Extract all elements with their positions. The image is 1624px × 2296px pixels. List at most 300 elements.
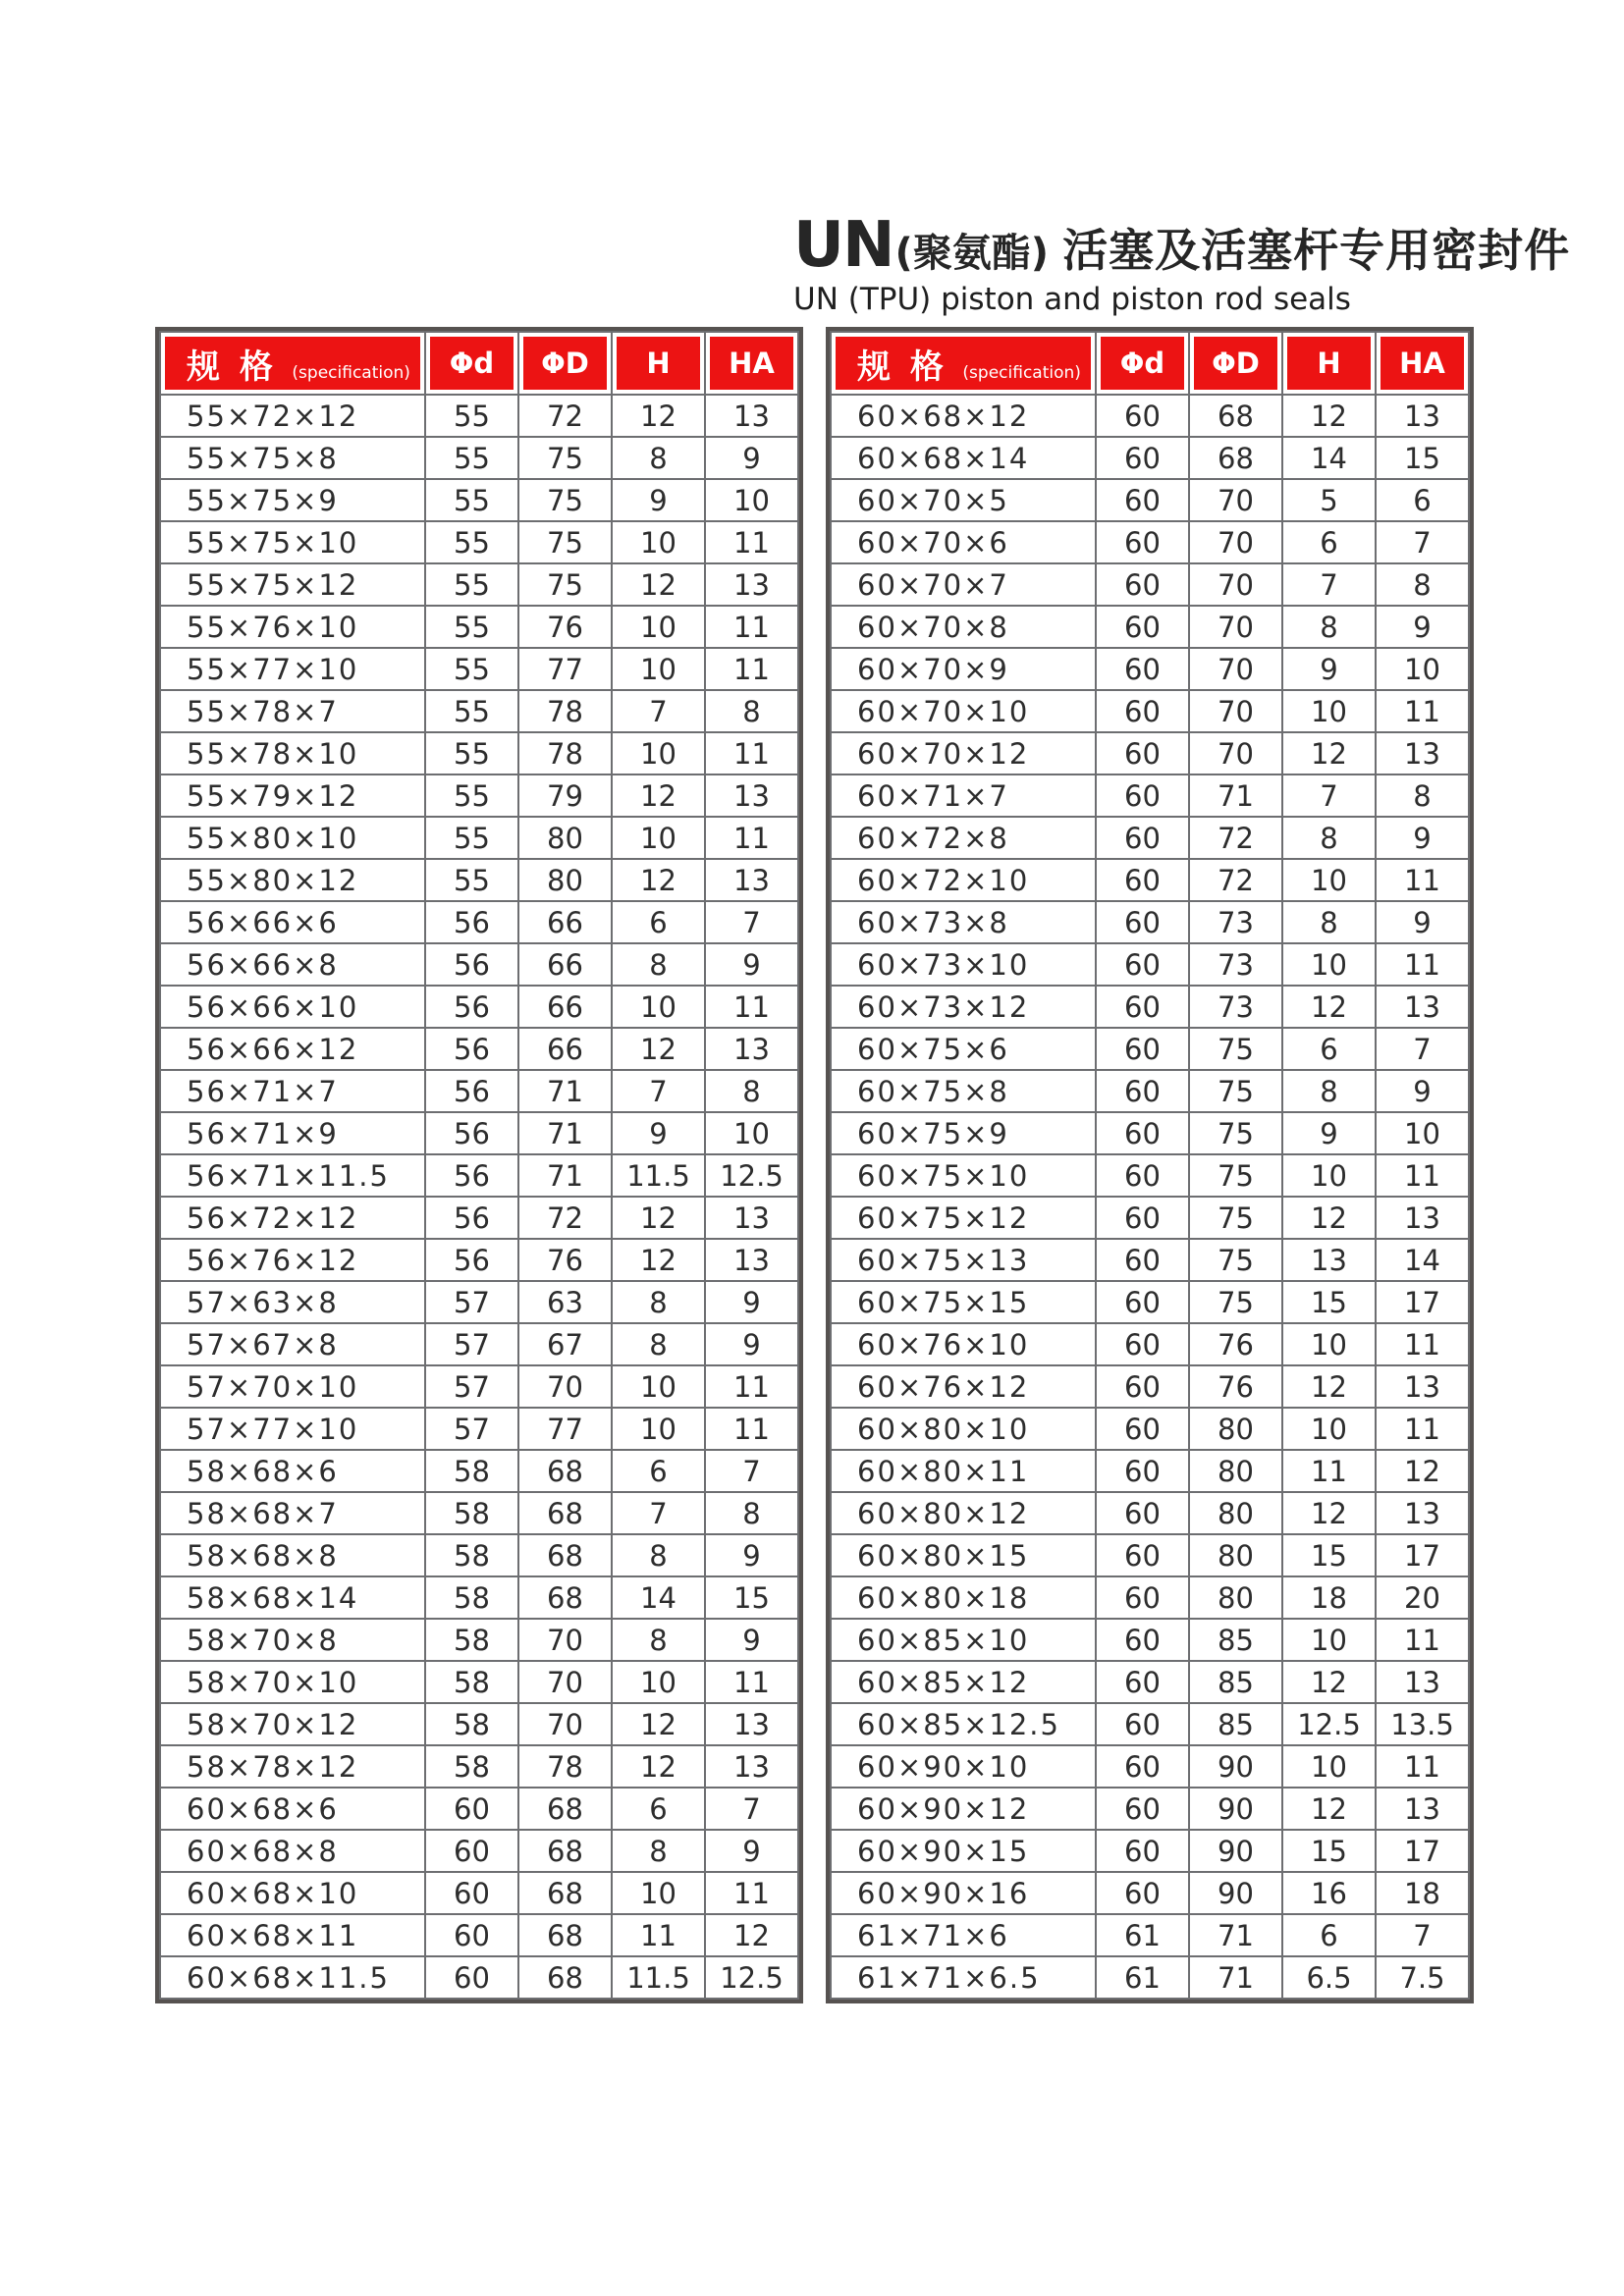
value-cell: 11 xyxy=(705,1408,798,1450)
spec-cell: 60×80×18 xyxy=(831,1576,1096,1619)
table-row xyxy=(160,1956,798,1999)
value-cell: 55 xyxy=(425,732,518,774)
value-cell: 68 xyxy=(518,1872,612,1914)
spec-cell: 56×66×6 xyxy=(160,901,425,943)
value-cell: 73 xyxy=(1189,901,1282,943)
value-cell: 18 xyxy=(1376,1872,1469,1914)
value-cell: 13 xyxy=(1376,395,1469,437)
spec-cell: 58×68×7 xyxy=(160,1492,425,1534)
table-row xyxy=(160,817,798,859)
value-cell: 15 xyxy=(1282,1830,1376,1872)
table-row xyxy=(831,859,1469,901)
table-row xyxy=(831,1281,1469,1323)
value-cell: 57 xyxy=(425,1408,518,1450)
table-row xyxy=(160,1070,798,1112)
value-cell: 8 xyxy=(612,1281,705,1323)
value-cell: 8 xyxy=(612,1830,705,1872)
table-row xyxy=(831,437,1469,479)
value-cell: 55 xyxy=(425,817,518,859)
value-cell: 13 xyxy=(1376,986,1469,1028)
value-cell: 9 xyxy=(705,1323,798,1365)
value-cell: 12 xyxy=(612,1703,705,1745)
value-cell: 90 xyxy=(1189,1872,1282,1914)
value-cell: 90 xyxy=(1189,1830,1282,1872)
value-cell: 10 xyxy=(1282,943,1376,986)
value-cell: 75 xyxy=(518,479,612,521)
spec-cell: 60×85×12 xyxy=(831,1661,1096,1703)
table-row xyxy=(160,1197,798,1239)
value-cell: 6 xyxy=(612,1788,705,1830)
spec-cell: 60×72×8 xyxy=(831,817,1096,859)
spec-cell: 60×75×6 xyxy=(831,1028,1096,1070)
value-cell: 12 xyxy=(1282,732,1376,774)
value-cell: 80 xyxy=(518,859,612,901)
spec-cell: 60×68×10 xyxy=(160,1872,425,1914)
table-row xyxy=(831,1070,1469,1112)
value-cell: 60 xyxy=(1096,395,1189,437)
value-cell: 70 xyxy=(1189,648,1282,690)
value-cell: 8 xyxy=(705,1492,798,1534)
value-cell: 60 xyxy=(1096,1830,1189,1872)
value-cell: 66 xyxy=(518,1028,612,1070)
value-cell: 12 xyxy=(612,774,705,817)
value-cell: 60 xyxy=(1096,1703,1189,1745)
spec-cell: 56×71×11.5 xyxy=(160,1154,425,1197)
table-row xyxy=(831,648,1469,690)
table-row xyxy=(160,943,798,986)
value-cell: 13 xyxy=(1282,1239,1376,1281)
spec-cell: 60×68×14 xyxy=(831,437,1096,479)
value-cell: 60 xyxy=(1096,1408,1189,1450)
value-cell: 10 xyxy=(1282,690,1376,732)
value-cell: 10 xyxy=(612,648,705,690)
value-cell: 9 xyxy=(705,1534,798,1576)
value-cell: 11 xyxy=(705,1365,798,1408)
spec-cell: 60×90×10 xyxy=(831,1745,1096,1788)
table-row xyxy=(831,1788,1469,1830)
value-cell: 8 xyxy=(1282,817,1376,859)
spec-cell: 60×68×12 xyxy=(831,395,1096,437)
spec-cell: 57×63×8 xyxy=(160,1281,425,1323)
value-cell: 10 xyxy=(612,817,705,859)
value-cell: 60 xyxy=(1096,1788,1189,1830)
col-header-d: Φd xyxy=(425,332,518,395)
table-row xyxy=(831,732,1469,774)
value-cell: 78 xyxy=(518,1745,612,1788)
value-cell: 85 xyxy=(1189,1703,1282,1745)
value-cell: 68 xyxy=(518,1492,612,1534)
table-row xyxy=(160,563,798,606)
table-row xyxy=(160,1112,798,1154)
spec-cell: 56×71×9 xyxy=(160,1112,425,1154)
spec-cell: 60×72×10 xyxy=(831,859,1096,901)
table-row xyxy=(160,1408,798,1450)
value-cell: 61 xyxy=(1096,1956,1189,1999)
table-row xyxy=(831,395,1469,437)
spec-cell: 55×77×10 xyxy=(160,648,425,690)
value-cell: 12 xyxy=(1282,1788,1376,1830)
table-row xyxy=(160,395,798,437)
value-cell: 60 xyxy=(1096,521,1189,563)
value-cell: 66 xyxy=(518,986,612,1028)
value-cell: 11 xyxy=(1282,1450,1376,1492)
value-cell: 10 xyxy=(612,606,705,648)
value-cell: 17 xyxy=(1376,1830,1469,1872)
value-cell: 70 xyxy=(1189,479,1282,521)
value-cell: 13 xyxy=(705,395,798,437)
value-cell: 75 xyxy=(1189,1112,1282,1154)
value-cell: 55 xyxy=(425,606,518,648)
spec-header xyxy=(160,332,425,395)
spec-table-left-wrap xyxy=(155,327,803,2003)
value-cell: 12 xyxy=(612,1745,705,1788)
value-cell: 57 xyxy=(425,1365,518,1408)
value-cell: 10 xyxy=(1282,859,1376,901)
value-cell: 79 xyxy=(518,774,612,817)
spec-cell: 56×66×10 xyxy=(160,986,425,1028)
value-cell: 11 xyxy=(705,1661,798,1703)
table-row xyxy=(160,986,798,1028)
table-row xyxy=(831,1576,1469,1619)
table-row xyxy=(160,1745,798,1788)
value-cell: 57 xyxy=(425,1281,518,1323)
spec-cell: 57×70×10 xyxy=(160,1365,425,1408)
value-cell: 9 xyxy=(612,1112,705,1154)
value-cell: 75 xyxy=(518,437,612,479)
value-cell: 11 xyxy=(1376,1745,1469,1788)
value-cell: 7 xyxy=(1282,563,1376,606)
value-cell: 13 xyxy=(705,1745,798,1788)
value-cell: 10 xyxy=(612,732,705,774)
spec-cell: 60×90×12 xyxy=(831,1788,1096,1830)
spec-cell: 56×71×7 xyxy=(160,1070,425,1112)
value-cell: 76 xyxy=(518,1239,612,1281)
value-cell: 8 xyxy=(1282,901,1376,943)
spec-cell: 57×77×10 xyxy=(160,1408,425,1450)
value-cell: 7 xyxy=(612,1070,705,1112)
table-row xyxy=(160,774,798,817)
spec-cell: 60×68×8 xyxy=(160,1830,425,1872)
value-cell: 6 xyxy=(1282,521,1376,563)
table-row xyxy=(831,986,1469,1028)
value-cell: 13 xyxy=(705,1028,798,1070)
spec-cell: 60×76×10 xyxy=(831,1323,1096,1365)
value-cell: 60 xyxy=(1096,1450,1189,1492)
value-cell: 60 xyxy=(1096,1239,1189,1281)
spec-cell: 55×80×10 xyxy=(160,817,425,859)
value-cell: 13 xyxy=(1376,732,1469,774)
table-row xyxy=(160,1154,798,1197)
value-cell: 11.5 xyxy=(612,1956,705,1999)
value-cell: 16 xyxy=(1282,1872,1376,1914)
value-cell: 60 xyxy=(425,1788,518,1830)
value-cell: 68 xyxy=(518,1576,612,1619)
value-cell: 8 xyxy=(1376,774,1469,817)
table-row xyxy=(160,1872,798,1914)
value-cell: 13.5 xyxy=(1376,1703,1469,1745)
value-cell: 12 xyxy=(1282,1661,1376,1703)
value-cell: 9 xyxy=(705,1281,798,1323)
table-row xyxy=(160,1534,798,1576)
col-header-d: Φd xyxy=(1096,332,1189,395)
spec-cell: 56×66×12 xyxy=(160,1028,425,1070)
table-row xyxy=(831,1028,1469,1070)
value-cell: 55 xyxy=(425,859,518,901)
header-row xyxy=(831,332,1469,395)
page-title xyxy=(793,209,1571,282)
table-row xyxy=(831,521,1469,563)
value-cell: 11 xyxy=(705,521,798,563)
value-cell: 9 xyxy=(1376,606,1469,648)
value-cell: 14 xyxy=(612,1576,705,1619)
spec-cell: 60×70×5 xyxy=(831,479,1096,521)
value-cell: 9 xyxy=(705,943,798,986)
value-cell: 80 xyxy=(518,817,612,859)
value-cell: 56 xyxy=(425,901,518,943)
table-row xyxy=(831,1323,1469,1365)
value-cell: 12 xyxy=(1282,1492,1376,1534)
value-cell: 7 xyxy=(705,1788,798,1830)
value-cell: 8 xyxy=(612,437,705,479)
value-cell: 61 xyxy=(1096,1914,1189,1956)
spec-cell: 56×66×8 xyxy=(160,943,425,986)
table-row xyxy=(831,1112,1469,1154)
table-row xyxy=(831,1872,1469,1914)
table-row xyxy=(160,606,798,648)
value-cell: 10 xyxy=(612,1872,705,1914)
value-cell: 70 xyxy=(518,1619,612,1661)
spec-cell: 55×78×10 xyxy=(160,732,425,774)
value-cell: 60 xyxy=(1096,1661,1189,1703)
table-row xyxy=(160,437,798,479)
spec-table-left xyxy=(159,331,799,2000)
spec-cell: 58×78×12 xyxy=(160,1745,425,1788)
value-cell: 12 xyxy=(1282,1197,1376,1239)
value-cell: 58 xyxy=(425,1661,518,1703)
value-cell: 60 xyxy=(1096,774,1189,817)
table-row xyxy=(160,521,798,563)
spec-cell: 60×85×10 xyxy=(831,1619,1096,1661)
spec-cell: 60×70×10 xyxy=(831,690,1096,732)
value-cell: 68 xyxy=(518,1534,612,1576)
value-cell: 75 xyxy=(518,563,612,606)
spec-header xyxy=(831,332,1096,395)
value-cell: 8 xyxy=(705,1070,798,1112)
value-cell: 7 xyxy=(1376,1914,1469,1956)
value-cell: 9 xyxy=(1376,901,1469,943)
spec-header-en: (specification) xyxy=(962,362,1081,383)
col-header-H: H xyxy=(1282,332,1376,395)
value-cell: 6 xyxy=(612,1450,705,1492)
value-cell: 70 xyxy=(1189,563,1282,606)
spec-cell: 55×72×12 xyxy=(160,395,425,437)
value-cell: 7 xyxy=(1376,1028,1469,1070)
value-cell: 20 xyxy=(1376,1576,1469,1619)
value-cell: 66 xyxy=(518,901,612,943)
value-cell: 71 xyxy=(1189,1956,1282,1999)
value-cell: 14 xyxy=(1282,437,1376,479)
spec-cell: 55×78×7 xyxy=(160,690,425,732)
value-cell: 70 xyxy=(518,1703,612,1745)
spec-cell: 58×70×10 xyxy=(160,1661,425,1703)
spec-table-right xyxy=(830,331,1470,2000)
value-cell: 60 xyxy=(1096,1534,1189,1576)
value-cell: 9 xyxy=(1282,648,1376,690)
value-cell: 6.5 xyxy=(1282,1956,1376,1999)
value-cell: 71 xyxy=(518,1112,612,1154)
value-cell: 10 xyxy=(1282,1745,1376,1788)
spec-cell: 56×72×12 xyxy=(160,1197,425,1239)
value-cell: 70 xyxy=(518,1661,612,1703)
spec-cell: 55×75×10 xyxy=(160,521,425,563)
value-cell: 12 xyxy=(612,1028,705,1070)
value-cell: 68 xyxy=(1189,395,1282,437)
value-cell: 72 xyxy=(518,395,612,437)
spec-cell: 60×90×16 xyxy=(831,1872,1096,1914)
value-cell: 58 xyxy=(425,1450,518,1492)
spec-cell: 55×80×12 xyxy=(160,859,425,901)
table-row xyxy=(831,1197,1469,1239)
value-cell: 60 xyxy=(1096,901,1189,943)
col-header-HA: HA xyxy=(1376,332,1469,395)
value-cell: 8 xyxy=(1282,1070,1376,1112)
table-row xyxy=(160,1619,798,1661)
spec-cell: 58×68×8 xyxy=(160,1534,425,1576)
spec-cell: 60×68×11.5 xyxy=(160,1956,425,1999)
table-row xyxy=(831,479,1469,521)
page-title-block xyxy=(793,209,1571,317)
table-row xyxy=(831,817,1469,859)
value-cell: 85 xyxy=(1189,1619,1282,1661)
value-cell: 14 xyxy=(1376,1239,1469,1281)
value-cell: 11 xyxy=(705,732,798,774)
table-row xyxy=(160,1914,798,1956)
value-cell: 72 xyxy=(518,1197,612,1239)
value-cell: 12 xyxy=(1376,1450,1469,1492)
value-cell: 60 xyxy=(425,1956,518,1999)
value-cell: 78 xyxy=(518,732,612,774)
value-cell: 70 xyxy=(1189,521,1282,563)
value-cell: 60 xyxy=(1096,1070,1189,1112)
value-cell: 75 xyxy=(518,521,612,563)
value-cell: 11 xyxy=(1376,690,1469,732)
spec-cell: 60×76×12 xyxy=(831,1365,1096,1408)
table-row xyxy=(831,943,1469,986)
value-cell: 71 xyxy=(1189,774,1282,817)
value-cell: 60 xyxy=(1096,943,1189,986)
value-cell: 10 xyxy=(1282,1323,1376,1365)
table-row xyxy=(160,1450,798,1492)
value-cell: 11 xyxy=(1376,1323,1469,1365)
table-row xyxy=(160,1661,798,1703)
value-cell: 10 xyxy=(705,479,798,521)
value-cell: 9 xyxy=(705,1619,798,1661)
value-cell: 58 xyxy=(425,1576,518,1619)
spec-cell: 61×71×6 xyxy=(831,1914,1096,1956)
table-row xyxy=(160,1703,798,1745)
table-row xyxy=(831,1914,1469,1956)
value-cell: 7.5 xyxy=(1376,1956,1469,1999)
table-row xyxy=(831,1365,1469,1408)
value-cell: 75 xyxy=(1189,1154,1282,1197)
value-cell: 60 xyxy=(1096,859,1189,901)
value-cell: 8 xyxy=(612,1323,705,1365)
spec-cell: 61×71×6.5 xyxy=(831,1956,1096,1999)
spec-cell: 60×68×11 xyxy=(160,1914,425,1956)
spec-header-cn: 规 格 xyxy=(187,347,277,387)
value-cell: 13 xyxy=(1376,1197,1469,1239)
table-row xyxy=(831,1956,1469,1999)
value-cell: 76 xyxy=(1189,1323,1282,1365)
value-cell: 60 xyxy=(1096,1745,1189,1788)
table-row xyxy=(831,1408,1469,1450)
value-cell: 11 xyxy=(1376,1154,1469,1197)
value-cell: 78 xyxy=(518,690,612,732)
value-cell: 10 xyxy=(612,1365,705,1408)
spec-cell: 60×90×15 xyxy=(831,1830,1096,1872)
value-cell: 17 xyxy=(1376,1534,1469,1576)
value-cell: 55 xyxy=(425,395,518,437)
table-row xyxy=(160,859,798,901)
value-cell: 11 xyxy=(1376,859,1469,901)
value-cell: 8 xyxy=(612,943,705,986)
title-chinese: 活塞及活塞杆专用密封件 xyxy=(1062,224,1571,277)
value-cell: 6 xyxy=(1376,479,1469,521)
spec-cell: 60×75×15 xyxy=(831,1281,1096,1323)
value-cell: 11 xyxy=(612,1914,705,1956)
value-cell: 60 xyxy=(1096,1365,1189,1408)
value-cell: 10 xyxy=(1376,1112,1469,1154)
value-cell: 11 xyxy=(705,986,798,1028)
value-cell: 60 xyxy=(425,1914,518,1956)
spec-cell: 60×70×6 xyxy=(831,521,1096,563)
value-cell: 12.5 xyxy=(705,1154,798,1197)
value-cell: 56 xyxy=(425,943,518,986)
title-brand: UN xyxy=(793,209,893,282)
table-row xyxy=(160,1576,798,1619)
value-cell: 68 xyxy=(518,1830,612,1872)
table-row xyxy=(831,1661,1469,1703)
value-cell: 6 xyxy=(1282,1914,1376,1956)
value-cell: 90 xyxy=(1189,1788,1282,1830)
value-cell: 60 xyxy=(1096,690,1189,732)
value-cell: 60 xyxy=(1096,1872,1189,1914)
value-cell: 55 xyxy=(425,479,518,521)
value-cell: 12 xyxy=(612,563,705,606)
value-cell: 13 xyxy=(1376,1661,1469,1703)
value-cell: 60 xyxy=(1096,1281,1189,1323)
spec-cell: 60×70×7 xyxy=(831,563,1096,606)
value-cell: 7 xyxy=(612,1492,705,1534)
value-cell: 60 xyxy=(1096,1154,1189,1197)
value-cell: 55 xyxy=(425,648,518,690)
value-cell: 58 xyxy=(425,1492,518,1534)
table-row xyxy=(160,479,798,521)
value-cell: 55 xyxy=(425,437,518,479)
value-cell: 7 xyxy=(1376,521,1469,563)
value-cell: 71 xyxy=(1189,1914,1282,1956)
value-cell: 80 xyxy=(1189,1450,1282,1492)
value-cell: 10 xyxy=(705,1112,798,1154)
value-cell: 60 xyxy=(1096,437,1189,479)
spec-cell: 58×68×6 xyxy=(160,1450,425,1492)
spec-cell: 60×70×9 xyxy=(831,648,1096,690)
value-cell: 12 xyxy=(1282,986,1376,1028)
value-cell: 12.5 xyxy=(1282,1703,1376,1745)
value-cell: 13 xyxy=(705,563,798,606)
value-cell: 66 xyxy=(518,943,612,986)
value-cell: 10 xyxy=(612,1661,705,1703)
